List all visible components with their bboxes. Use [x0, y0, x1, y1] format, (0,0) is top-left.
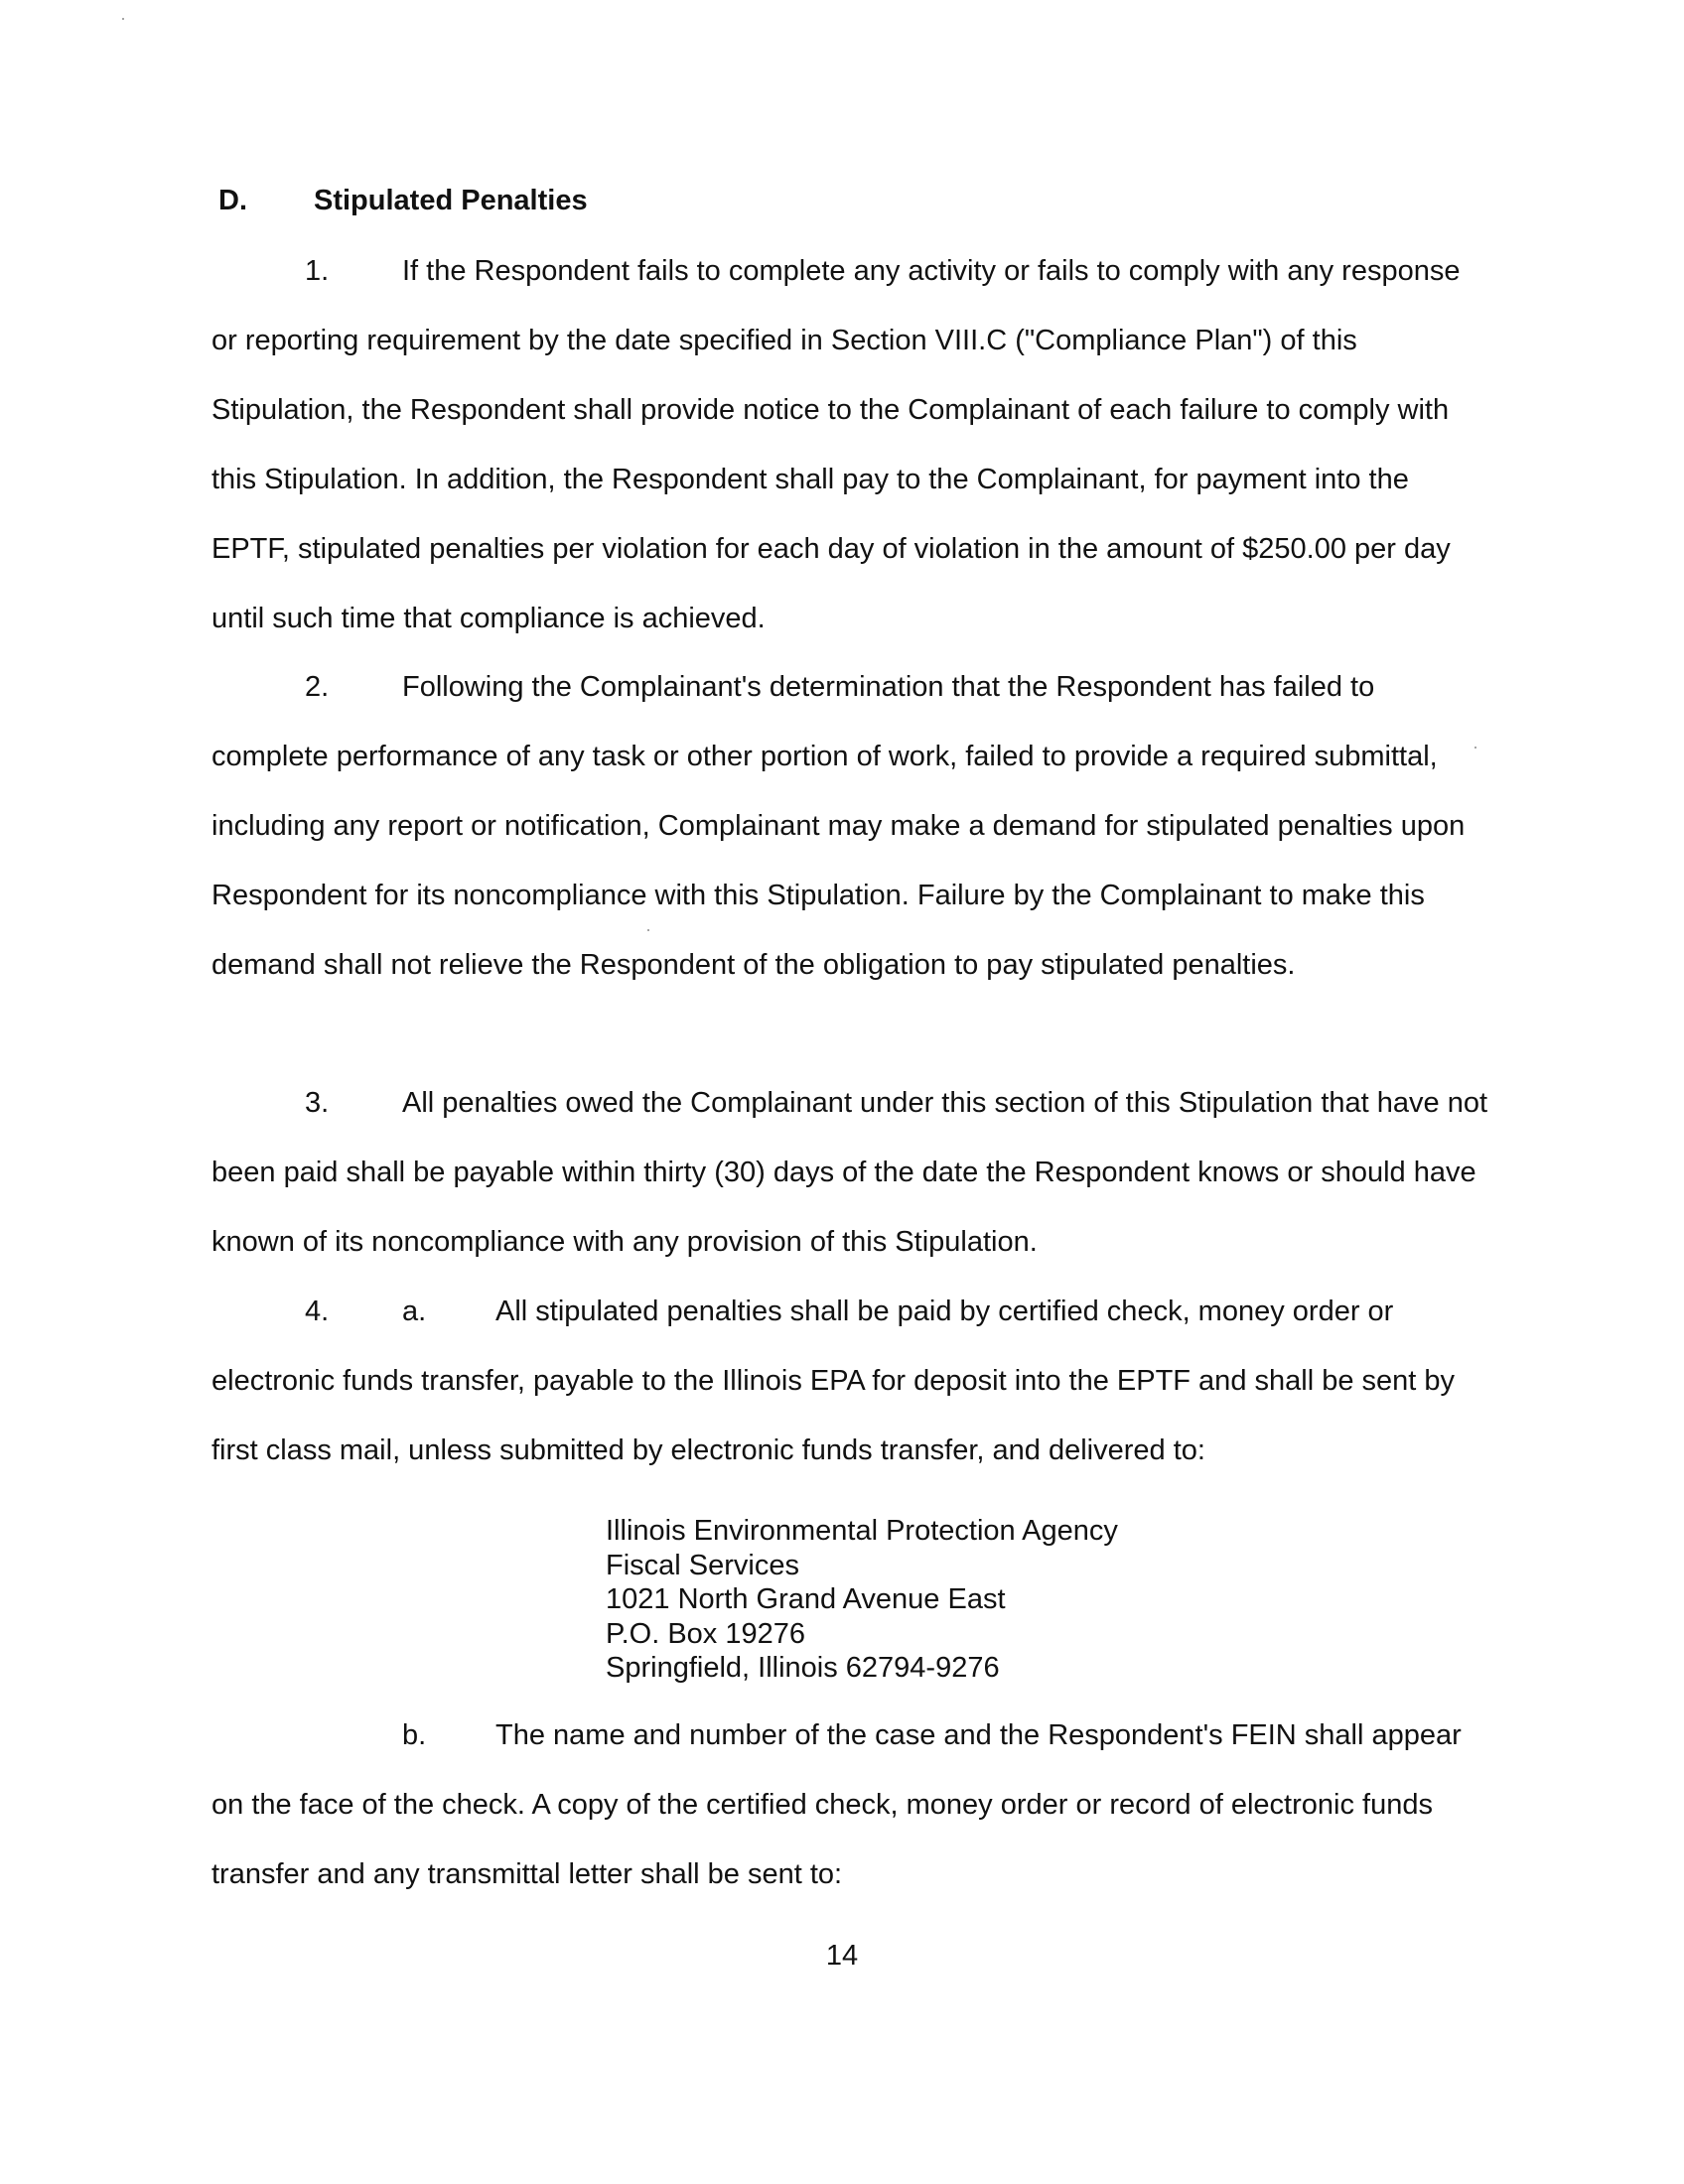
section-title: Stipulated Penalties — [314, 185, 588, 216]
section-heading — [218, 185, 588, 217]
address-line-1: Illinois Environmental Protection Agency — [606, 1515, 1118, 1547]
paragraph-4b-text: The name and number of the case and the Respondent's FEIN shall appear on the face of the check. A copy of the certified check, money order or record of electronic funds transfer and any transmittal letter shall be sent to: — [211, 1719, 1462, 1890]
paragraph-3 — [211, 1068, 1492, 1277]
paragraph-1-number: 1. — [305, 255, 330, 287]
address-line-4: P.O. Box 19276 — [606, 1617, 806, 1650]
address-line-5: Springfield, Illinois 62794-9276 — [606, 1652, 1000, 1684]
scan-speck — [1474, 747, 1476, 749]
paragraph-2-text: Following the Complainant's determination that the Respondent has failed to complete performance of any task or other portion of work, failed to provide a required submittal, including any report or notification, Complainant may make a demand for stipulated penalties upon Respondent for its noncompliance with this Stipulation. Failure by the Complainant to make this demand shall not relieve the Respondent of the obligation to pay stipulated penalties. — [211, 671, 1466, 981]
paragraph-1-text: If the Respondent fails to complete any activity or fails to comply with any response or reporting requirement by the date specified in Section VIII.C ("Compliance Plan") of this Stipulation, the Respondent shall provide notice to the Complainant of each failure to comply with this Stipulation. In addition, the Respondent shall pay to the Complainant, for payment into the EPTF, stipulated penalties per violation for each day of violation in the amount of $250.00 per day until such time that compliance is achieved. — [211, 255, 1461, 634]
paragraph-4a — [211, 1277, 1492, 1485]
address-line-2: Fiscal Services — [606, 1549, 799, 1581]
paragraph-4b-label: b. — [402, 1719, 427, 1751]
paragraph-3-text: All penalties owed the Complainant under this section of this Stipulation that have not been paid shall be payable within thirty (30) days of the date the Respondent knows or should have known of its noncompliance with any provision of this Stipulation. — [211, 1087, 1488, 1258]
paragraph-2 — [211, 652, 1492, 1000]
paragraph-3-number: 3. — [305, 1087, 330, 1119]
paragraph-4a-label: a. — [402, 1296, 427, 1327]
paragraph-1 — [211, 236, 1492, 653]
paragraph-4a-text: All stipulated penalties shall be paid by certified check, money order or electronic funds transfer, payable to the Illinois EPA for deposit into the EPTF and shall be sent by first class mail, unless submitted by electronic funds transfer, and delivered to: — [211, 1296, 1456, 1466]
paragraph-2-number: 2. — [305, 671, 330, 703]
scan-speck — [647, 929, 649, 931]
paragraph-4-number: 4. — [305, 1296, 330, 1327]
mailing-address — [606, 1514, 1118, 1686]
section-letter: D. — [218, 185, 247, 216]
paragraph-4b — [211, 1701, 1492, 1909]
page-number: 14 — [825, 1940, 859, 1972]
scan-speck — [122, 18, 124, 20]
address-line-3: 1021 North Grand Avenue East — [606, 1583, 1006, 1615]
